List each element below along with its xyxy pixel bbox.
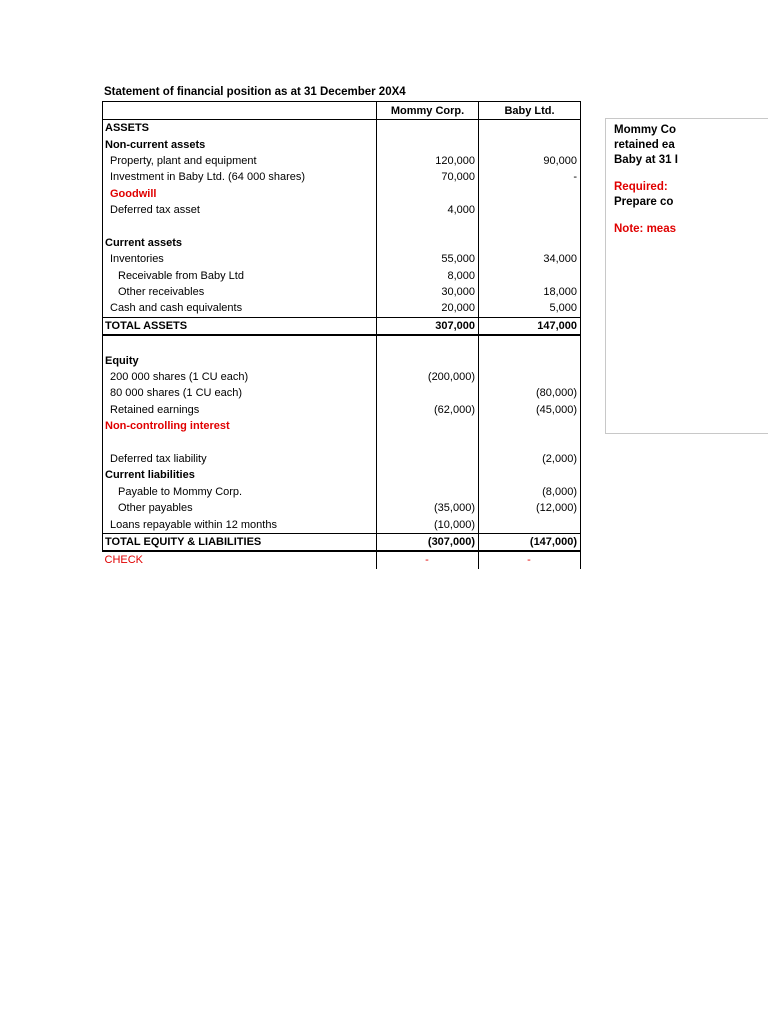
baby-ltd-value bbox=[479, 516, 581, 533]
header-blank bbox=[103, 102, 377, 120]
baby-ltd-value bbox=[479, 434, 581, 450]
row-label: Deferred tax asset bbox=[103, 202, 377, 218]
row-label: Retained earnings bbox=[103, 402, 377, 418]
table-row bbox=[103, 284, 581, 300]
baby-ltd-value: 147,000 bbox=[479, 317, 581, 335]
row-label: Non-controlling interest bbox=[103, 418, 377, 434]
baby-ltd-value: - bbox=[479, 551, 581, 568]
row-label: TOTAL ASSETS bbox=[103, 317, 377, 335]
header-baby-ltd: Baby Ltd. bbox=[479, 102, 581, 120]
mommy-corp-value bbox=[377, 434, 479, 450]
baby-ltd-value bbox=[479, 235, 581, 251]
mommy-corp-value bbox=[377, 218, 479, 234]
note-line-1: Mommy Co bbox=[614, 124, 676, 136]
row-label bbox=[103, 335, 377, 352]
table-row bbox=[103, 202, 581, 218]
baby-ltd-value bbox=[479, 418, 581, 434]
row-label: CHECK bbox=[104, 554, 144, 567]
row-label: Loans repayable within 12 months bbox=[103, 516, 377, 533]
mommy-corp-value: (10,000) bbox=[377, 516, 479, 533]
mommy-corp-value: (200,000) bbox=[377, 369, 479, 385]
table-row bbox=[103, 516, 581, 533]
baby-ltd-value: (8,000) bbox=[479, 484, 581, 500]
mommy-corp-value: 120,000 bbox=[377, 153, 479, 169]
table-row bbox=[103, 434, 581, 450]
table-row bbox=[103, 317, 581, 335]
row-label: 200 000 shares (1 CU each) bbox=[103, 369, 377, 385]
mommy-corp-value: - bbox=[377, 551, 479, 568]
row-label: Payable to Mommy Corp. bbox=[103, 484, 377, 500]
baby-ltd-value bbox=[479, 202, 581, 218]
mommy-corp-value bbox=[377, 352, 479, 368]
table-header-row bbox=[103, 102, 581, 120]
table-row bbox=[103, 251, 581, 267]
table-row bbox=[103, 484, 581, 500]
table-row bbox=[103, 418, 581, 434]
table-row bbox=[103, 533, 581, 551]
row-label: Cash and cash equivalents bbox=[103, 300, 377, 317]
mommy-corp-value: (62,000) bbox=[377, 402, 479, 418]
table-row bbox=[103, 300, 581, 317]
baby-ltd-value: 18,000 bbox=[479, 284, 581, 300]
row-label: Property, plant and equipment bbox=[103, 153, 377, 169]
note-line-4: Prepare co bbox=[614, 196, 674, 208]
mommy-corp-value: 70,000 bbox=[377, 169, 479, 185]
baby-ltd-value bbox=[479, 120, 581, 137]
note-line-3: Baby at 31 I bbox=[614, 154, 678, 166]
row-label: Current liabilities bbox=[103, 467, 377, 483]
table-row bbox=[103, 500, 581, 516]
mommy-corp-value: 55,000 bbox=[377, 251, 479, 267]
table-row bbox=[103, 268, 581, 284]
table-row bbox=[103, 402, 581, 418]
baby-ltd-value: - bbox=[479, 169, 581, 185]
mommy-corp-value: 30,000 bbox=[377, 284, 479, 300]
mommy-corp-value bbox=[377, 484, 479, 500]
instruction-note-box bbox=[605, 118, 768, 434]
baby-ltd-value bbox=[479, 369, 581, 385]
mommy-corp-value bbox=[377, 451, 479, 467]
row-label: 80 000 shares (1 CU each) bbox=[103, 385, 377, 401]
table-row bbox=[103, 369, 581, 385]
row-label: Investment in Baby Ltd. (64 000 shares) bbox=[103, 169, 377, 185]
baby-ltd-value bbox=[479, 352, 581, 368]
mommy-corp-value: 20,000 bbox=[377, 300, 479, 317]
row-label: Deferred tax liability bbox=[103, 451, 377, 467]
financial-position-table bbox=[102, 101, 580, 569]
baby-ltd-value: (147,000) bbox=[479, 533, 581, 551]
row-label: Other payables bbox=[103, 500, 377, 516]
baby-ltd-value bbox=[479, 186, 581, 202]
row-label: Current assets bbox=[103, 235, 377, 251]
baby-ltd-value bbox=[479, 136, 581, 152]
baby-ltd-value: 90,000 bbox=[479, 153, 581, 169]
table-row bbox=[103, 335, 581, 352]
table-row bbox=[103, 467, 581, 483]
baby-ltd-value: (45,000) bbox=[479, 402, 581, 418]
mommy-corp-value bbox=[377, 186, 479, 202]
baby-ltd-value: 34,000 bbox=[479, 251, 581, 267]
mommy-corp-value bbox=[377, 120, 479, 137]
row-label: Non-current assets bbox=[103, 136, 377, 152]
note-measurement-text: Note: meas bbox=[614, 223, 676, 235]
table-row bbox=[103, 186, 581, 202]
table-row bbox=[103, 153, 581, 169]
mommy-corp-value: 4,000 bbox=[377, 202, 479, 218]
baby-ltd-value bbox=[479, 218, 581, 234]
baby-ltd-value: 5,000 bbox=[479, 300, 581, 317]
header-mommy-corp: Mommy Corp. bbox=[377, 102, 479, 120]
row-label: Goodwill bbox=[103, 186, 377, 202]
note-line-2: retained ea bbox=[614, 139, 675, 151]
table-row bbox=[103, 136, 581, 152]
mommy-corp-value bbox=[377, 418, 479, 434]
table-row bbox=[103, 551, 581, 568]
mommy-corp-value: (35,000) bbox=[377, 500, 479, 516]
baby-ltd-value: (80,000) bbox=[479, 385, 581, 401]
baby-ltd-value bbox=[479, 268, 581, 284]
table-row bbox=[103, 451, 581, 467]
note-required-label: Required: bbox=[614, 181, 668, 193]
baby-ltd-value: (12,000) bbox=[479, 500, 581, 516]
mommy-corp-value bbox=[377, 385, 479, 401]
mommy-corp-value bbox=[377, 335, 479, 352]
mommy-corp-value: 8,000 bbox=[377, 268, 479, 284]
row-label: Receivable from Baby Ltd bbox=[103, 268, 377, 284]
baby-ltd-value bbox=[479, 467, 581, 483]
table-row bbox=[103, 120, 581, 137]
baby-ltd-value bbox=[479, 335, 581, 352]
row-label bbox=[103, 434, 377, 450]
mommy-corp-value bbox=[377, 136, 479, 152]
table-row bbox=[103, 352, 581, 368]
mommy-corp-value bbox=[377, 235, 479, 251]
table-row bbox=[103, 169, 581, 185]
row-label: Equity bbox=[103, 352, 377, 368]
baby-ltd-value: (2,000) bbox=[479, 451, 581, 467]
statement-title: Statement of financial position as at 31 December 20X4 bbox=[104, 86, 406, 98]
row-label: Inventories bbox=[103, 251, 377, 267]
row-label: ASSETS bbox=[103, 120, 377, 137]
table-row bbox=[103, 235, 581, 251]
row-label: TOTAL EQUITY & LIABILITIES bbox=[103, 533, 377, 551]
row-label: Other receivables bbox=[103, 284, 377, 300]
mommy-corp-value: 307,000 bbox=[377, 317, 479, 335]
mommy-corp-value: (307,000) bbox=[377, 533, 479, 551]
mommy-corp-value bbox=[377, 467, 479, 483]
row-label bbox=[103, 218, 377, 234]
table-row bbox=[103, 385, 581, 401]
table-row bbox=[103, 218, 581, 234]
